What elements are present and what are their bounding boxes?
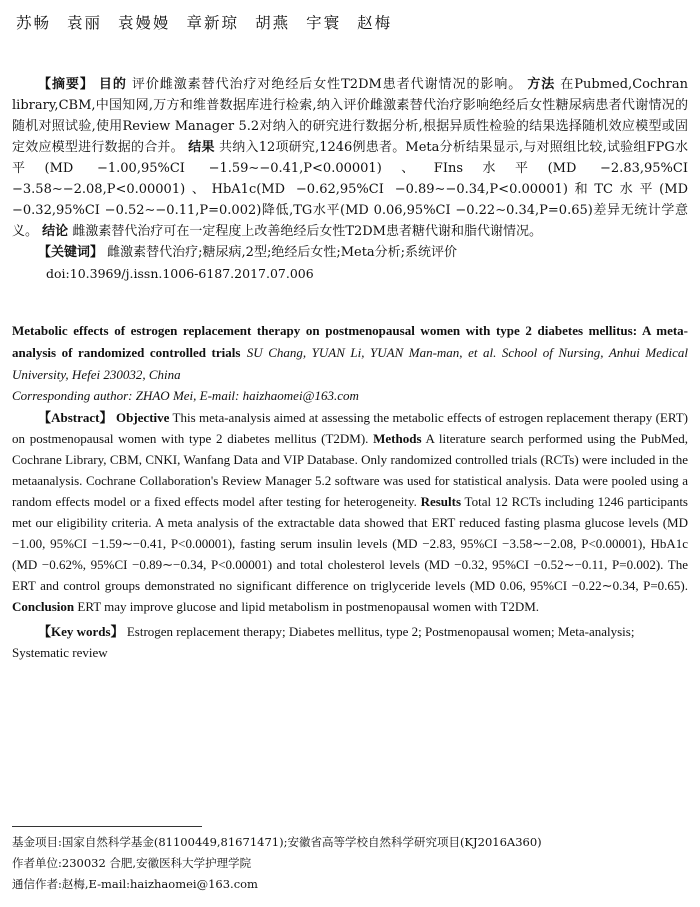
keywords-text: 雌激素替代治疗;糖尿病,2型;绝经后女性;Meta分析;系统评价 [107,245,458,260]
author-name: 袁嫚嫚 [118,14,171,32]
objective-label: Objective [115,410,170,425]
method-label: 方法 [527,77,556,92]
footnote-funding: 基金项目:国家自然科学基金(81100449,81671471);安徽省高等学校自然科学研究项目(KJ2016A360) [12,835,542,849]
objective-text: This meta-analysis aimed at assessing the metabolic effects of estrogen replacement therapy (ERT) on postmenopausal women with type 2 diabetes mellitus (T2DM). [12,410,688,446]
method-text: A literature search performed using the PubMed, Cochrane Library, CBM, CNKI, Wanfang Data and VIP Database. Only randomized controlled trials (RCTs) were included in the metaanalysis. Cochrane Collaboration's Review Manager 5.2 software was used for statistical analysis. Data were pooled using a random effects model or a fixed effects model after testing for heterogeneity. [12,431,688,509]
footnote-divider [12,826,202,827]
author-name: 赵梅 [357,14,393,32]
conclusion-text: ERT may improve glucose and lipid metabolism in postmenopausal women with T2DM. [77,599,540,614]
english-title-block [12,320,688,386]
chinese-abstract [12,74,688,242]
result-label: 结果 [188,140,215,155]
footnote-correspondence: 通信作者:赵梅,E-mail:haizhaomei@163.com [12,877,258,891]
corresponding-author: Corresponding author: ZHAO Mei, E-mail: haizhaomei@163.com [12,388,359,403]
objective-label: 目的 [98,77,127,92]
keywords-label: 【Key words】 [38,624,124,639]
doi: doi:10.3969/j.issn.1006-6187.2017.07.006 [46,266,314,281]
english-title: Metabolic effects of estrogen replacement therapy on postmenopausal women with type 2 diabetes mellitus: A meta-analysis of randomized controlled trials [12,323,688,360]
english-keywords [12,621,688,663]
keywords-text: Estrogen replacement therapy; Diabetes mellitus, type 2; Postmenopausal women; Meta-analysis; Systematic review [12,624,635,660]
abstract-label: 【摘要】 [38,77,94,92]
objective-text: 评价雌激素替代治疗对绝经后女性T2DM患者代谢情况的影响。 [131,77,523,92]
footnote-affiliation: 作者单位:230032 合肥,安徽医科大学护理学院 [12,856,252,870]
conclusion-label: 结论 [42,224,69,239]
method-label: Methods [373,431,422,446]
author-name: 袁丽 [67,14,103,32]
english-abstract [12,407,688,617]
author-name: 胡燕 [255,14,291,32]
result-text: 共纳入12项研究,1246例患者。Meta分析结果显示,与对照组比较,试验组FPG水平(MD −1.00,95%CI −1.59∼−0.41,P<0.00001)、FIns水平(MD −2.83,95%CI −3.58∼−2.08,P<0.00001)、HbA1c(MD −0.62,95%CI −0.89∼−0.34,P<0.00001)和TC水平(MD −0.32,95%CI −0.52∼−0.11,P=0.002)降低,TG水平(MD 0.06,95%CI −0.22∼0.34,P=0.65)差异无统计学意义。 [12,140,688,239]
author-name: 苏畅 [16,14,52,32]
english-authors: SU Chang, YUAN Li, YUAN Man-man, et al. School of Nursing, Anhui Medical University, Hefei 230032, China [12,345,688,382]
abstract-label: 【Abstract】 [38,410,113,425]
keywords-label: 【关键词】 [38,245,104,260]
result-text: Total 12 RCTs including 1246 participants met our eligibility criteria. A meta analysis of the extractable data showed that ERT reduced fasting plasma glucose levels (MD −1.00, 95%CI −1.59∼−0.41, P<0.00001), fasting serum insulin levels (MD −2.83, 95%CI −3.58∼−2.08, P<0.00001), HbA1c (MD −0.62%, 95%CI −0.89∼−0.34, P<0.00001) and total cholesterol levels (MD −0.32, 95%CI −0.52∼−0.11, P=0.002). The ERT and control groups demonstrated no significant difference on triglyceride levels (MD 0.06, 95%CI −0.22∼0.34, P=0.65). [12,494,688,593]
author-list [16,8,688,38]
chinese-keywords [12,242,688,263]
conclusion-label: Conclusion [12,599,75,614]
method-text: 在Pubmed,Cochran library,CBM,中国知网,万方和维普数据库进行检索,纳入评价雌激素替代治疗影响绝经后女性糖尿病患者代谢情况的随机对照试验,使用Review Manager 5.2对纳入的研究进行数据分析,根据异质性检验的结果选择随机效应模型或固定效应模型进行数据的合并。 [12,77,688,155]
result-label: Results [420,494,462,509]
conclusion-text: 雌激素替代治疗可在一定程度上改善绝经后女性T2DM患者糖代谢和脂代谢情况。 [72,224,542,239]
author-name: 宇寰 [306,14,342,32]
author-name: 章新琼 [186,14,240,32]
